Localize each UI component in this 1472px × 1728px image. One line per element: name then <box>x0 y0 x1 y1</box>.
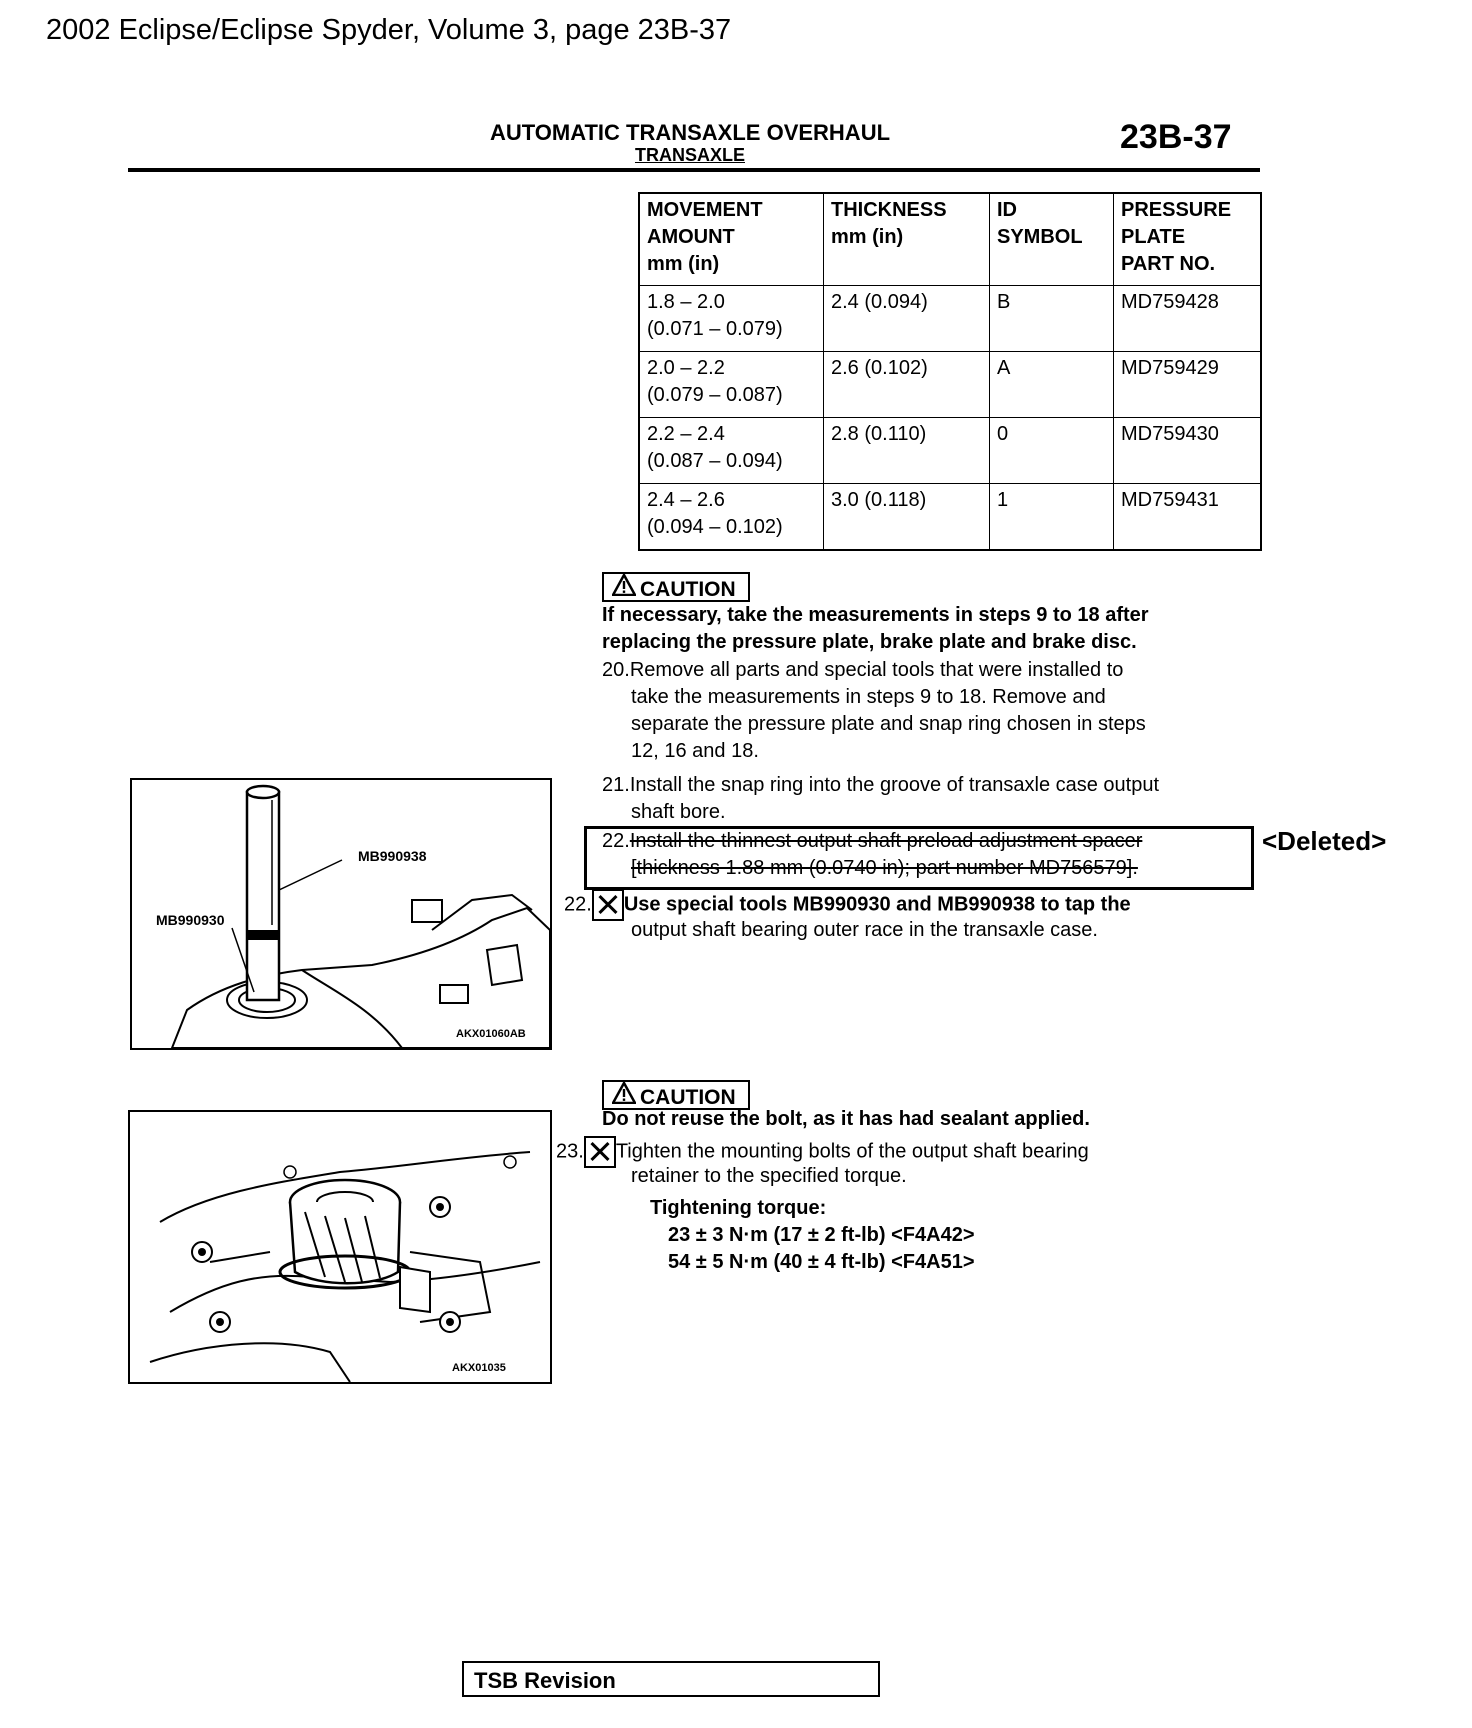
cell-thickness: 2.8 (0.110) <box>824 418 990 484</box>
table-header-row <box>639 193 1261 286</box>
cell-movement: 2.2 – 2.4 (0.087 – 0.094) <box>639 418 824 484</box>
no-reuse-icon <box>592 889 624 921</box>
table-row <box>639 418 1261 484</box>
deleted-note: <Deleted> <box>1262 826 1387 856</box>
step-21: 21.Install the snap ring into the groove of transaxle case output <box>602 774 1160 796</box>
torque-value: 54 ± 5 N·m (40 ± 4 ft-lb) <F4A51> <box>668 1251 975 1273</box>
cell-movement: 2.4 – 2.6 (0.094 – 0.102) <box>639 484 824 551</box>
figure-code: AKX01060AB <box>456 1028 526 1040</box>
tool-label-mb990930: MB990930 <box>156 912 225 928</box>
figure-code: AKX01035 <box>452 1362 506 1374</box>
section-title: AUTOMATIC TRANSAXLE OVERHAUL <box>489 120 891 145</box>
caution-box: CAUTION <box>602 572 750 602</box>
cell-part: MD759430 <box>1114 418 1262 484</box>
table-row <box>639 352 1261 418</box>
caution-text: If necessary, take the measurements in steps 9 to 18 after <box>602 604 1149 626</box>
step-23-line: retainer to the specified torque. <box>631 1165 907 1187</box>
step-22-deleted-line: [thickness 1.88 mm (0.0740 in); part number MD756579]. <box>631 857 1138 879</box>
tsb-revision-box: TSB Revision <box>462 1661 880 1697</box>
header-movement-amount: MOVEMENT AMOUNT mm (in) <box>639 193 824 286</box>
step-22: 22. Use special tools MB990930 and MB990938 to tap the <box>564 889 1131 921</box>
no-reuse-icon <box>584 1136 616 1168</box>
step-22-line: output shaft bearing outer race in the transaxle case. <box>631 919 1098 941</box>
torque-title: Tightening torque: <box>650 1197 827 1219</box>
cell-id: 0 <box>990 418 1114 484</box>
step-21-line: shaft bore. <box>631 801 726 823</box>
figure-bearing-retainer <box>128 1110 552 1384</box>
cell-movement: 2.0 – 2.2 (0.079 – 0.087) <box>639 352 824 418</box>
caution-box: CAUTION <box>602 1080 750 1110</box>
section-subtitle: TRANSAXLE <box>634 145 745 165</box>
tool-label-mb990938: MB990938 <box>358 848 427 864</box>
cell-thickness: 2.4 (0.094) <box>824 286 990 352</box>
header-thickness: THICKNESS mm (in) <box>824 193 990 286</box>
table-row <box>639 286 1261 352</box>
caution-text: replacing the pressure plate, brake plate and brake disc. <box>602 631 1137 653</box>
figure-special-tools <box>130 778 552 1050</box>
header-part-number: PRESSURE PLATE PART NO. <box>1114 193 1262 286</box>
cell-id: 1 <box>990 484 1114 551</box>
header-rule <box>128 168 1260 172</box>
cell-part: MD759431 <box>1114 484 1262 551</box>
step-20-line: separate the pressure plate and snap ring chosen in steps <box>631 713 1146 735</box>
torque-value: 23 ± 3 N·m (17 ± 2 ft-lb) <F4A42> <box>668 1224 975 1246</box>
cell-id: A <box>990 352 1114 418</box>
cell-thickness: 2.6 (0.102) <box>824 352 990 418</box>
bearing-retainer-illustration <box>130 1112 550 1382</box>
document-source-line: 2002 Eclipse/Eclipse Spyder, Volume 3, page 23B-37 <box>46 14 732 46</box>
step-20-line: 12, 16 and 18. <box>631 740 759 762</box>
caution-text: Do not reuse the bolt, as it has had sealant applied. <box>602 1108 1090 1130</box>
cell-part: MD759428 <box>1114 286 1262 352</box>
page-number: 23B-37 <box>1120 118 1232 156</box>
cell-movement: 1.8 – 2.0 (0.071 – 0.079) <box>639 286 824 352</box>
step-22-deleted: 22.Install the thinnest output shaft preload adjustment spacer <box>602 830 1143 852</box>
cell-part: MD759429 <box>1114 352 1262 418</box>
step-23: 23. Tighten the mounting bolts of the output shaft bearing <box>556 1136 1089 1168</box>
header-id-symbol: ID SYMBOL <box>990 193 1114 286</box>
cell-thickness: 3.0 (0.118) <box>824 484 990 551</box>
step-20-line: take the measurements in steps 9 to 18. Remove and <box>631 686 1106 708</box>
step-20: 20.Remove all parts and special tools that were installed to <box>602 659 1124 681</box>
warning-triangle-icon <box>612 574 636 603</box>
cell-id: B <box>990 286 1114 352</box>
table-row <box>639 484 1261 551</box>
pressure-plate-table <box>638 192 1262 551</box>
